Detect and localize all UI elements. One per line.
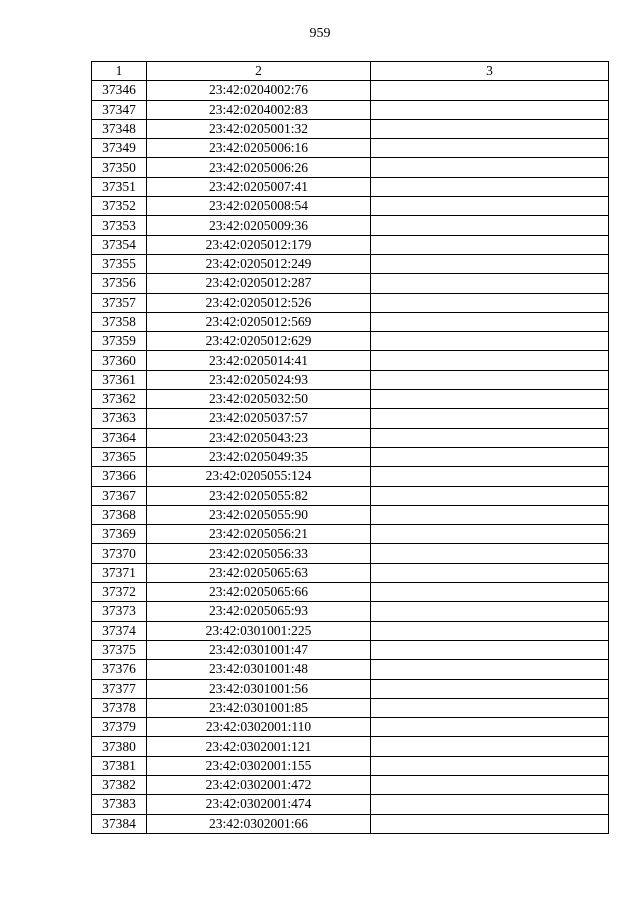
- row-number-cell: 37360: [92, 351, 147, 370]
- note-cell: [371, 216, 609, 235]
- note-cell: [371, 158, 609, 177]
- table-row: [92, 602, 609, 621]
- table-body: [92, 81, 609, 834]
- cadastral-number-cell: 23:42:0205012:569: [147, 312, 371, 331]
- header-row: [92, 62, 609, 81]
- note-cell: [371, 293, 609, 312]
- table-row: [92, 119, 609, 138]
- note-cell: [371, 660, 609, 679]
- row-number-cell: 37371: [92, 563, 147, 582]
- table-row: [92, 390, 609, 409]
- cadastral-number-cell: 23:42:0205012:249: [147, 254, 371, 273]
- note-cell: [371, 100, 609, 119]
- cadastral-number-cell: 23:42:0302001:472: [147, 775, 371, 794]
- row-number-cell: 37364: [92, 428, 147, 447]
- table-row: [92, 640, 609, 659]
- column-header-1: 1: [92, 62, 147, 81]
- table-row: [92, 332, 609, 351]
- note-cell: [371, 467, 609, 486]
- table-row: [92, 814, 609, 833]
- cadastral-number-cell: 23:42:0204002:76: [147, 81, 371, 100]
- table-row: [92, 467, 609, 486]
- cadastral-number-cell: 23:42:0205006:16: [147, 139, 371, 158]
- note-cell: [371, 274, 609, 293]
- cadastral-number-cell: 23:42:0302001:474: [147, 795, 371, 814]
- note-cell: [371, 544, 609, 563]
- cadastral-number-cell: 23:42:0205024:93: [147, 370, 371, 389]
- cadastral-number-cell: 23:42:0205014:41: [147, 351, 371, 370]
- table-header: [92, 62, 609, 81]
- row-number-cell: 37378: [92, 698, 147, 717]
- row-number-cell: 37382: [92, 775, 147, 794]
- table-row: [92, 370, 609, 389]
- row-number-cell: 37352: [92, 197, 147, 216]
- row-number-cell: 37366: [92, 467, 147, 486]
- row-number-cell: 37358: [92, 312, 147, 331]
- table-row: [92, 486, 609, 505]
- table-row: [92, 447, 609, 466]
- table-row: [92, 621, 609, 640]
- row-number-cell: 37383: [92, 795, 147, 814]
- table-row: [92, 563, 609, 582]
- cadastral-number-cell: 23:42:0205007:41: [147, 177, 371, 196]
- row-number-cell: 37377: [92, 679, 147, 698]
- note-cell: [371, 312, 609, 331]
- table-row: [92, 293, 609, 312]
- cadastral-number-cell: 23:42:0301001:48: [147, 660, 371, 679]
- table-row: [92, 718, 609, 737]
- row-number-cell: 37375: [92, 640, 147, 659]
- cadastral-number-cell: 23:42:0205056:21: [147, 525, 371, 544]
- row-number-cell: 37363: [92, 409, 147, 428]
- row-number-cell: 37347: [92, 100, 147, 119]
- row-number-cell: 37367: [92, 486, 147, 505]
- cadastral-number-cell: 23:42:0205065:93: [147, 602, 371, 621]
- row-number-cell: 37361: [92, 370, 147, 389]
- row-number-cell: 37368: [92, 505, 147, 524]
- cadastral-number-cell: 23:42:0301001:47: [147, 640, 371, 659]
- note-cell: [371, 756, 609, 775]
- column-header-2: 2: [147, 62, 371, 81]
- note-cell: [371, 525, 609, 544]
- table-row: [92, 409, 609, 428]
- note-cell: [371, 698, 609, 717]
- cadastral-number-cell: 23:42:0302001:110: [147, 718, 371, 737]
- column-header-3: 3: [371, 62, 609, 81]
- note-cell: [371, 197, 609, 216]
- note-cell: [371, 409, 609, 428]
- table-row: [92, 756, 609, 775]
- table-row: [92, 795, 609, 814]
- cadastral-number-cell: 23:42:0205043:23: [147, 428, 371, 447]
- table-row: [92, 254, 609, 273]
- cadastral-number-cell: 23:42:0205055:90: [147, 505, 371, 524]
- note-cell: [371, 447, 609, 466]
- cadastral-number-cell: 23:42:0302001:121: [147, 737, 371, 756]
- row-number-cell: 37353: [92, 216, 147, 235]
- cadastral-number-cell: 23:42:0301001:225: [147, 621, 371, 640]
- table-row: [92, 679, 609, 698]
- note-cell: [371, 775, 609, 794]
- cadastral-number-cell: 23:42:0205012:526: [147, 293, 371, 312]
- row-number-cell: 37362: [92, 390, 147, 409]
- cadastral-number-cell: 23:42:0205009:36: [147, 216, 371, 235]
- note-cell: [371, 602, 609, 621]
- note-cell: [371, 351, 609, 370]
- row-number-cell: 37384: [92, 814, 147, 833]
- note-cell: [371, 814, 609, 833]
- table-row: [92, 274, 609, 293]
- note-cell: [371, 563, 609, 582]
- table-row: [92, 216, 609, 235]
- row-number-cell: 37373: [92, 602, 147, 621]
- cadastral-number-cell: 23:42:0205055:124: [147, 467, 371, 486]
- row-number-cell: 37350: [92, 158, 147, 177]
- row-number-cell: 37349: [92, 139, 147, 158]
- table-row: [92, 81, 609, 100]
- cadastral-number-cell: 23:42:0301001:56: [147, 679, 371, 698]
- row-number-cell: 37356: [92, 274, 147, 293]
- row-number-cell: 37369: [92, 525, 147, 544]
- table-row: [92, 660, 609, 679]
- cadastral-number-cell: 23:42:0205055:82: [147, 486, 371, 505]
- row-number-cell: 37355: [92, 254, 147, 273]
- row-number-cell: 37357: [92, 293, 147, 312]
- cadastral-number-cell: 23:42:0205012:629: [147, 332, 371, 351]
- cadastral-number-cell: 23:42:0205012:287: [147, 274, 371, 293]
- table-row: [92, 737, 609, 756]
- table-row: [92, 525, 609, 544]
- row-number-cell: 37380: [92, 737, 147, 756]
- row-number-cell: 37351: [92, 177, 147, 196]
- table-row: [92, 544, 609, 563]
- row-number-cell: 37354: [92, 235, 147, 254]
- row-number-cell: 37365: [92, 447, 147, 466]
- cadastral-number-cell: 23:42:0205049:35: [147, 447, 371, 466]
- table-row: [92, 775, 609, 794]
- table-row: [92, 177, 609, 196]
- cadastral-number-cell: 23:42:0302001:66: [147, 814, 371, 833]
- register-table: [91, 61, 609, 834]
- table-row: [92, 698, 609, 717]
- note-cell: [371, 428, 609, 447]
- table-row: [92, 197, 609, 216]
- cadastral-number-cell: 23:42:0301001:85: [147, 698, 371, 717]
- note-cell: [371, 332, 609, 351]
- note-cell: [371, 254, 609, 273]
- row-number-cell: 37374: [92, 621, 147, 640]
- cadastral-number-cell: 23:42:0205008:54: [147, 197, 371, 216]
- cadastral-number-cell: 23:42:0302001:155: [147, 756, 371, 775]
- page-number: 959: [309, 26, 331, 41]
- note-cell: [371, 235, 609, 254]
- note-cell: [371, 718, 609, 737]
- row-number-cell: 37370: [92, 544, 147, 563]
- note-cell: [371, 81, 609, 100]
- row-number-cell: 37379: [92, 718, 147, 737]
- cadastral-number-cell: 23:42:0205001:32: [147, 119, 371, 138]
- cadastral-number-cell: 23:42:0205037:57: [147, 409, 371, 428]
- note-cell: [371, 139, 609, 158]
- table-row: [92, 583, 609, 602]
- table-row: [92, 351, 609, 370]
- note-cell: [371, 640, 609, 659]
- cadastral-number-cell: 23:42:0205006:26: [147, 158, 371, 177]
- table-row: [92, 139, 609, 158]
- row-number-cell: 37359: [92, 332, 147, 351]
- note-cell: [371, 370, 609, 389]
- note-cell: [371, 583, 609, 602]
- row-number-cell: 37346: [92, 81, 147, 100]
- row-number-cell: 37381: [92, 756, 147, 775]
- cadastral-number-cell: 23:42:0205012:179: [147, 235, 371, 254]
- row-number-cell: 37372: [92, 583, 147, 602]
- cadastral-number-cell: 23:42:0205065:66: [147, 583, 371, 602]
- cadastral-number-cell: 23:42:0205032:50: [147, 390, 371, 409]
- table-row: [92, 312, 609, 331]
- note-cell: [371, 177, 609, 196]
- note-cell: [371, 505, 609, 524]
- note-cell: [371, 486, 609, 505]
- note-cell: [371, 390, 609, 409]
- row-number-cell: 37348: [92, 119, 147, 138]
- cadastral-number-cell: 23:42:0205065:63: [147, 563, 371, 582]
- note-cell: [371, 737, 609, 756]
- note-cell: [371, 679, 609, 698]
- table-row: [92, 505, 609, 524]
- table-row: [92, 428, 609, 447]
- cadastral-number-cell: 23:42:0204002:83: [147, 100, 371, 119]
- note-cell: [371, 621, 609, 640]
- cadastral-number-cell: 23:42:0205056:33: [147, 544, 371, 563]
- table-row: [92, 100, 609, 119]
- row-number-cell: 37376: [92, 660, 147, 679]
- table-row: [92, 158, 609, 177]
- note-cell: [371, 795, 609, 814]
- note-cell: [371, 119, 609, 138]
- table-row: [92, 235, 609, 254]
